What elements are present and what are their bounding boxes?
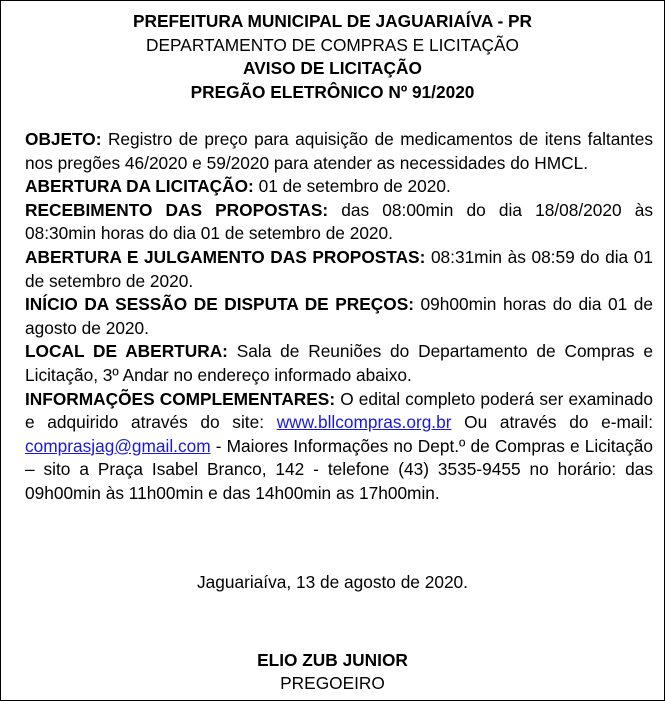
notice-body [25,128,653,506]
recebimento-paragraph [25,199,653,246]
abertura-label: ABERTURA DA LICITAÇÃO: [25,176,254,197]
info-text-1: O edital completo poderá ser examinado e adquirido através do site: [25,388,653,433]
info-text-2: Ou através do e-mail: [464,412,653,433]
abertura-text: 01 de setembro de 2020. [258,176,451,197]
inicio-paragraph [25,293,653,340]
department-title: DEPARTAMENTO DE COMPRAS E LICITAÇÃO [146,34,519,55]
place-date: Jaguariaíva, 13 de agosto de 2020. [197,572,468,592]
objeto-paragraph [25,128,653,175]
info-label: INFORMAÇÕES COMPLEMENTARES: [25,388,336,409]
inicio-text: 09h00min horas do dia 01 de agosto de 2020. [25,294,653,338]
objeto-label: OBJETO: [25,129,102,149]
municipality-title: PREFEITURA MUNICIPAL DE JAGUARIAÍVA - PR [132,11,533,31]
inicio-label: INÍCIO DA SESSÃO DE DISPUTA DE PREÇOS: [25,294,414,315]
website-link[interactable]: www.bllcompras.org.br [276,412,452,433]
local-label: LOCAL DE ABERTURA: [25,341,228,362]
notice-header [1,10,664,104]
signer-role: PREGOEIRO [280,673,385,693]
signature-block [1,649,664,695]
info-text-3: - Maiores Informações no Dept.º de Compras e Licitação – sito a Praça Isabel Branco, 142 - telefone (43) 3535-9455 no horário: das 09h00min às 11h00min e das 14h00min as 17h00min. [25,435,653,503]
local-text: Sala de Reuniões do Departamento de Compras e Licitação, 3º Andar no endereço informado abaixo. [25,341,653,385]
notice-title: AVISO DE LICITAÇÃO [243,58,422,79]
signer-name: ELIO ZUB JUNIOR [257,650,408,670]
julgamento-text: 08:31min às 08:59 do dia 01 de setembro de 2020. [25,246,653,291]
local-paragraph [25,340,653,387]
objeto-text: Registro de preço para aquisição de medicamentos de itens faltantes nos pregões 46/2020 e 59/2020 para atender as necessidades do HMCL. [25,129,653,173]
abertura-paragraph [25,175,653,199]
julgamento-paragraph [25,246,653,293]
email-link[interactable]: comprasjag@gmail.com [25,435,211,456]
julgamento-label: ABERTURA E JULGAMENTO DAS PROPOSTAS: [25,246,426,267]
recebimento-text: das 08:00min do dia 18/08/2020 às 08:30min horas do dia 01 de setembro de 2020. [25,199,653,244]
recebimento-label: RECEBIMENTO DAS PROPOSTAS: [25,199,329,220]
info-paragraph [25,388,653,506]
auction-number: PREGÃO ELETRÔNICO Nº 91/2020 [190,81,475,102]
